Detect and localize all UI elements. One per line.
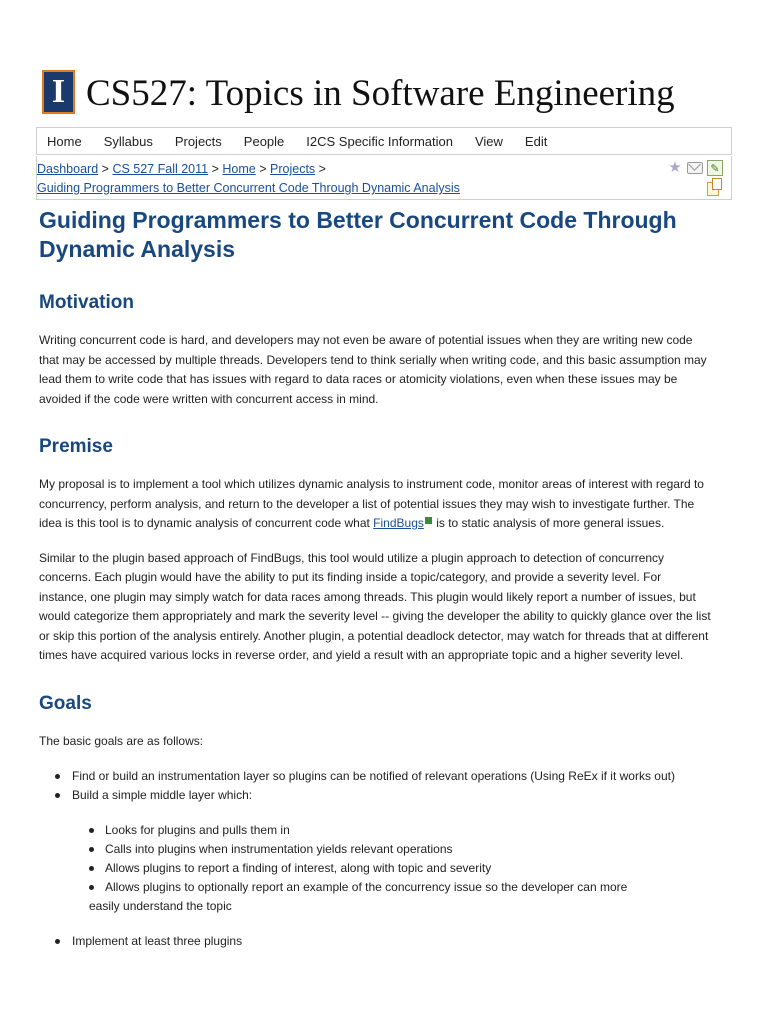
copy-icon[interactable] [707, 182, 719, 196]
breadcrumb-separator: > [259, 162, 267, 176]
nav-item-projects[interactable]: Projects [174, 133, 222, 149]
motivation-heading: Motivation [39, 292, 134, 313]
list-item [39, 878, 729, 916]
nav-item-home[interactable]: Home [47, 133, 82, 149]
logo-letter: I [51, 73, 66, 110]
text-line: that may be accessed by multiple threads. Developers tend to think serially when writing code, and this basic assumption may [39, 352, 707, 367]
text-line: Writing concurrent code is hard, and developers may not even be aware of potential issues when they are writing new code [39, 333, 693, 347]
nav-item-people[interactable]: People [243, 133, 285, 149]
list-item: Calls into plugins when instrumentation yields relevant operations [39, 840, 729, 859]
text-line: times have acquired various locks in reverse order, and yield a result with an appropriate topic and a higher severity level. [39, 648, 684, 662]
nav-item-view[interactable]: View [474, 133, 503, 149]
motivation-paragraph [39, 331, 729, 409]
page-tools [667, 160, 727, 198]
breadcrumb-separator: > [101, 162, 109, 176]
text-line: Allows plugins to optionally report an example of the concurrency issue so the developer can more [105, 880, 628, 894]
premise-paragraph-2 [39, 549, 729, 666]
site-title[interactable]: CS527: Topics in Software Engineering [86, 73, 675, 114]
list-item: Looks for plugins and pulls them in [39, 821, 729, 840]
university-logo[interactable] [42, 70, 75, 114]
breadcrumb-separator: > [211, 162, 219, 176]
text-line: would categorize them appropriately and mark the severity level -- giving the developer the ability to quickly glance over the list [39, 609, 711, 623]
edit-icon[interactable]: ✎ [707, 160, 723, 176]
breadcrumb-separator: > [318, 162, 326, 176]
nav-item-edit[interactable]: Edit [524, 133, 548, 149]
middle-layer-sublist [39, 821, 729, 916]
text-line: concurrency, perform analysis, and return to the developer a list of potential issues they may wish to investigate further. The [39, 496, 695, 511]
page-title-line: Guiding Programmers to Better Concurrent Code Through [39, 207, 677, 233]
goals-heading: Goals [39, 692, 92, 714]
text-line: easily understand the topic [89, 899, 232, 913]
text-line: or skip this portion of the analysis entirely. Another plugin, a potential deadlock detector, may watch for threads that at different [39, 628, 709, 643]
site-header [40, 68, 740, 118]
main-nav [36, 127, 732, 155]
goals-list [39, 767, 729, 805]
nav-item-syllabus[interactable]: Syllabus [103, 133, 153, 149]
breadcrumb-course[interactable]: CS 527 Fall 2011 [112, 162, 209, 176]
goals-list-continued [39, 932, 729, 951]
text-line: is to static analysis of more general issues. [432, 516, 665, 530]
text-line: instance, one plugin may simply watch for data races among threads. This plugin would likely report a number of issues, but [39, 589, 696, 604]
text-line: lead them to write code that has issues with regard to data races or atomicity violations, even when these issues may be [39, 372, 678, 386]
goals-intro: The basic goals are as follows: [39, 733, 204, 748]
star-icon[interactable]: ★ [668, 159, 682, 176]
page-title-line: Dynamic Analysis [39, 236, 236, 262]
main-content [39, 206, 729, 951]
nav-item-i2cs[interactable]: I2CS Specific Information [306, 133, 453, 149]
breadcrumb-bar [36, 156, 732, 200]
findbugs-link[interactable]: FindBugs [373, 516, 424, 530]
page-title [39, 206, 729, 264]
list-item: Allows plugins to report a finding of interest, along with topic and severity [39, 859, 729, 878]
text-line: concerns. Each plugin would have the ability to put its finding inside a topic/category, and provide a severity level. For [39, 570, 662, 584]
breadcrumb-home[interactable]: Home [222, 162, 256, 176]
breadcrumb-dashboard[interactable]: Dashboard [37, 162, 99, 176]
list-item: Implement at least three plugins [39, 932, 729, 951]
premise-paragraph-1 [39, 475, 729, 534]
mail-icon[interactable] [687, 162, 703, 174]
text-line: My proposal is to implement a tool which utilizes dynamic analysis to instrument code, monitor areas of interest with regard to [39, 477, 704, 491]
breadcrumb [37, 160, 460, 198]
premise-heading: Premise [39, 436, 113, 457]
list-item: Find or build an instrumentation layer so plugins can be notified of relevant operations (Using ReEx if it works out) [39, 767, 729, 786]
breadcrumb-projects[interactable]: Projects [270, 162, 316, 176]
list-item: Build a simple middle layer which: [39, 786, 729, 805]
external-link-icon [425, 517, 432, 524]
text-line: idea is this tool is to dynamic analysis of concurrent code what [39, 516, 374, 530]
breadcrumb-current-page[interactable]: Guiding Programmers to Better Concurrent Code Through Dynamic Analysis [37, 181, 460, 195]
text-line: Similar to the plugin based approach of FindBugs, this tool would utilize a plugin approach to detection of concurrency [39, 550, 665, 565]
text-line: avoided if the code were written with concurrent access in mind. [39, 391, 379, 406]
